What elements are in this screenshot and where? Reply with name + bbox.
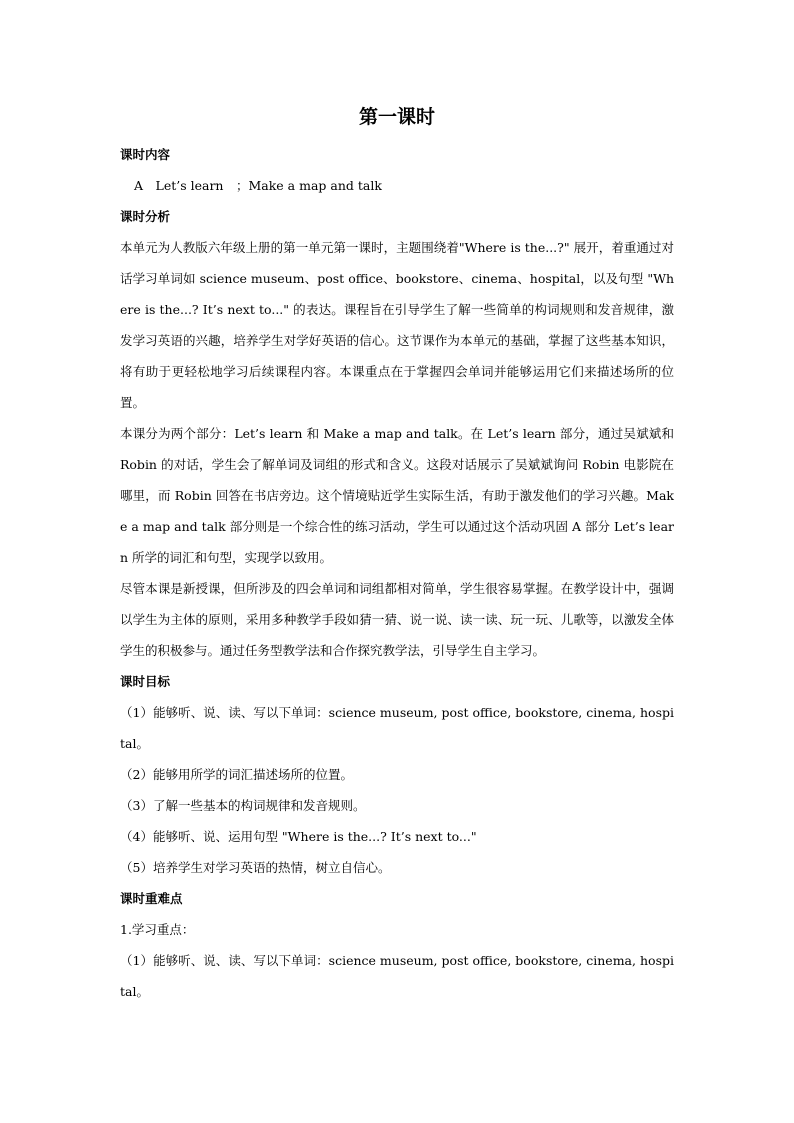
- document-page: [120, 103, 674, 1007]
- analysis-paragraph-2: 本课分为两个部分：Let’s learn 和 Make a map and talk。在 Let’s learn 部分，通过吴斌斌和 Robin 的对话，学生会了解单词及词组的形式和含义。这段对话展示了吴斌斌询问 Robin 电影院在哪里，而 Robin 回答在书店旁边。这个情境贴近学生实际生活，有助于激发他们的学习兴趣。Make a map and talk 部分则是一个综合性的练习活动，学生可以通过这个活动巩固 A 部分 Let’s learn 所学的词汇和句型，实现学以致用。: [120, 426, 674, 565]
- analysis-paragraph-1: 本单元为人教版六年级上册的第一单元第一课时，主题围绕着"Where is the...?" 展开，着重通过对话学习单词如 science museum、post office、bookstore、cinema、hospital，以及句型 "Where is the...? It’s next to..." 的表达。课程旨在引导学生了解一些简单的构词规则和发音规律，激发学习英语的兴趣，培养学生对学好英语的信心。这节课作为本单元的基础，掌握了这些基本知识，将有助于更轻松地学习后续课程内容。本课重点在于掌握四会单词并能够运用它们来描述场所的位置。: [120, 240, 674, 410]
- goal-item-3: （3）了解一些基本的构词规律和发音规则。: [120, 798, 366, 813]
- goal-item-1: （1）能够听、说、读、写以下单词：science museum, post office, bookstore, cinema, hospital。: [120, 705, 674, 751]
- section-heading-keypoints: 课时重难点: [120, 891, 183, 906]
- analysis-paragraph-3: 尽管本课是新授课，但所涉及的四会单词和词组都相对简单，学生很容易掌握。在教学设计中，强调以学生为主体的原则，采用多种教学手段如猜一猜、说一说、读一读、玩一玩、儿歌等，以激发全体学生的积极参与。通过任务型教学法和合作探究教学法，引导学生自主学习。: [120, 581, 674, 658]
- keypoint-label: 1.学习重点：: [120, 922, 195, 937]
- goal-item-2: （2）能够用所学的词汇描述场所的位置。: [120, 767, 353, 782]
- section-heading-content: 课时内容: [120, 147, 171, 162]
- content-text: A Let’s learn ；Make a map and talk: [134, 178, 382, 193]
- keypoint-item-1: （1）能够听、说、读、写以下单词：science museum, post office, bookstore, cinema, hospital。: [120, 953, 674, 999]
- page-title: 第一课时: [358, 106, 435, 128]
- goal-item-5: （5）培养学生对学习英语的热情，树立自信心。: [120, 860, 391, 875]
- section-heading-analysis: 课时分析: [120, 209, 171, 224]
- goal-item-4: （4）能够听、说、运用句型 "Where is the...? It’s next to...": [120, 829, 477, 844]
- section-heading-goals: 课时目标: [120, 674, 171, 689]
